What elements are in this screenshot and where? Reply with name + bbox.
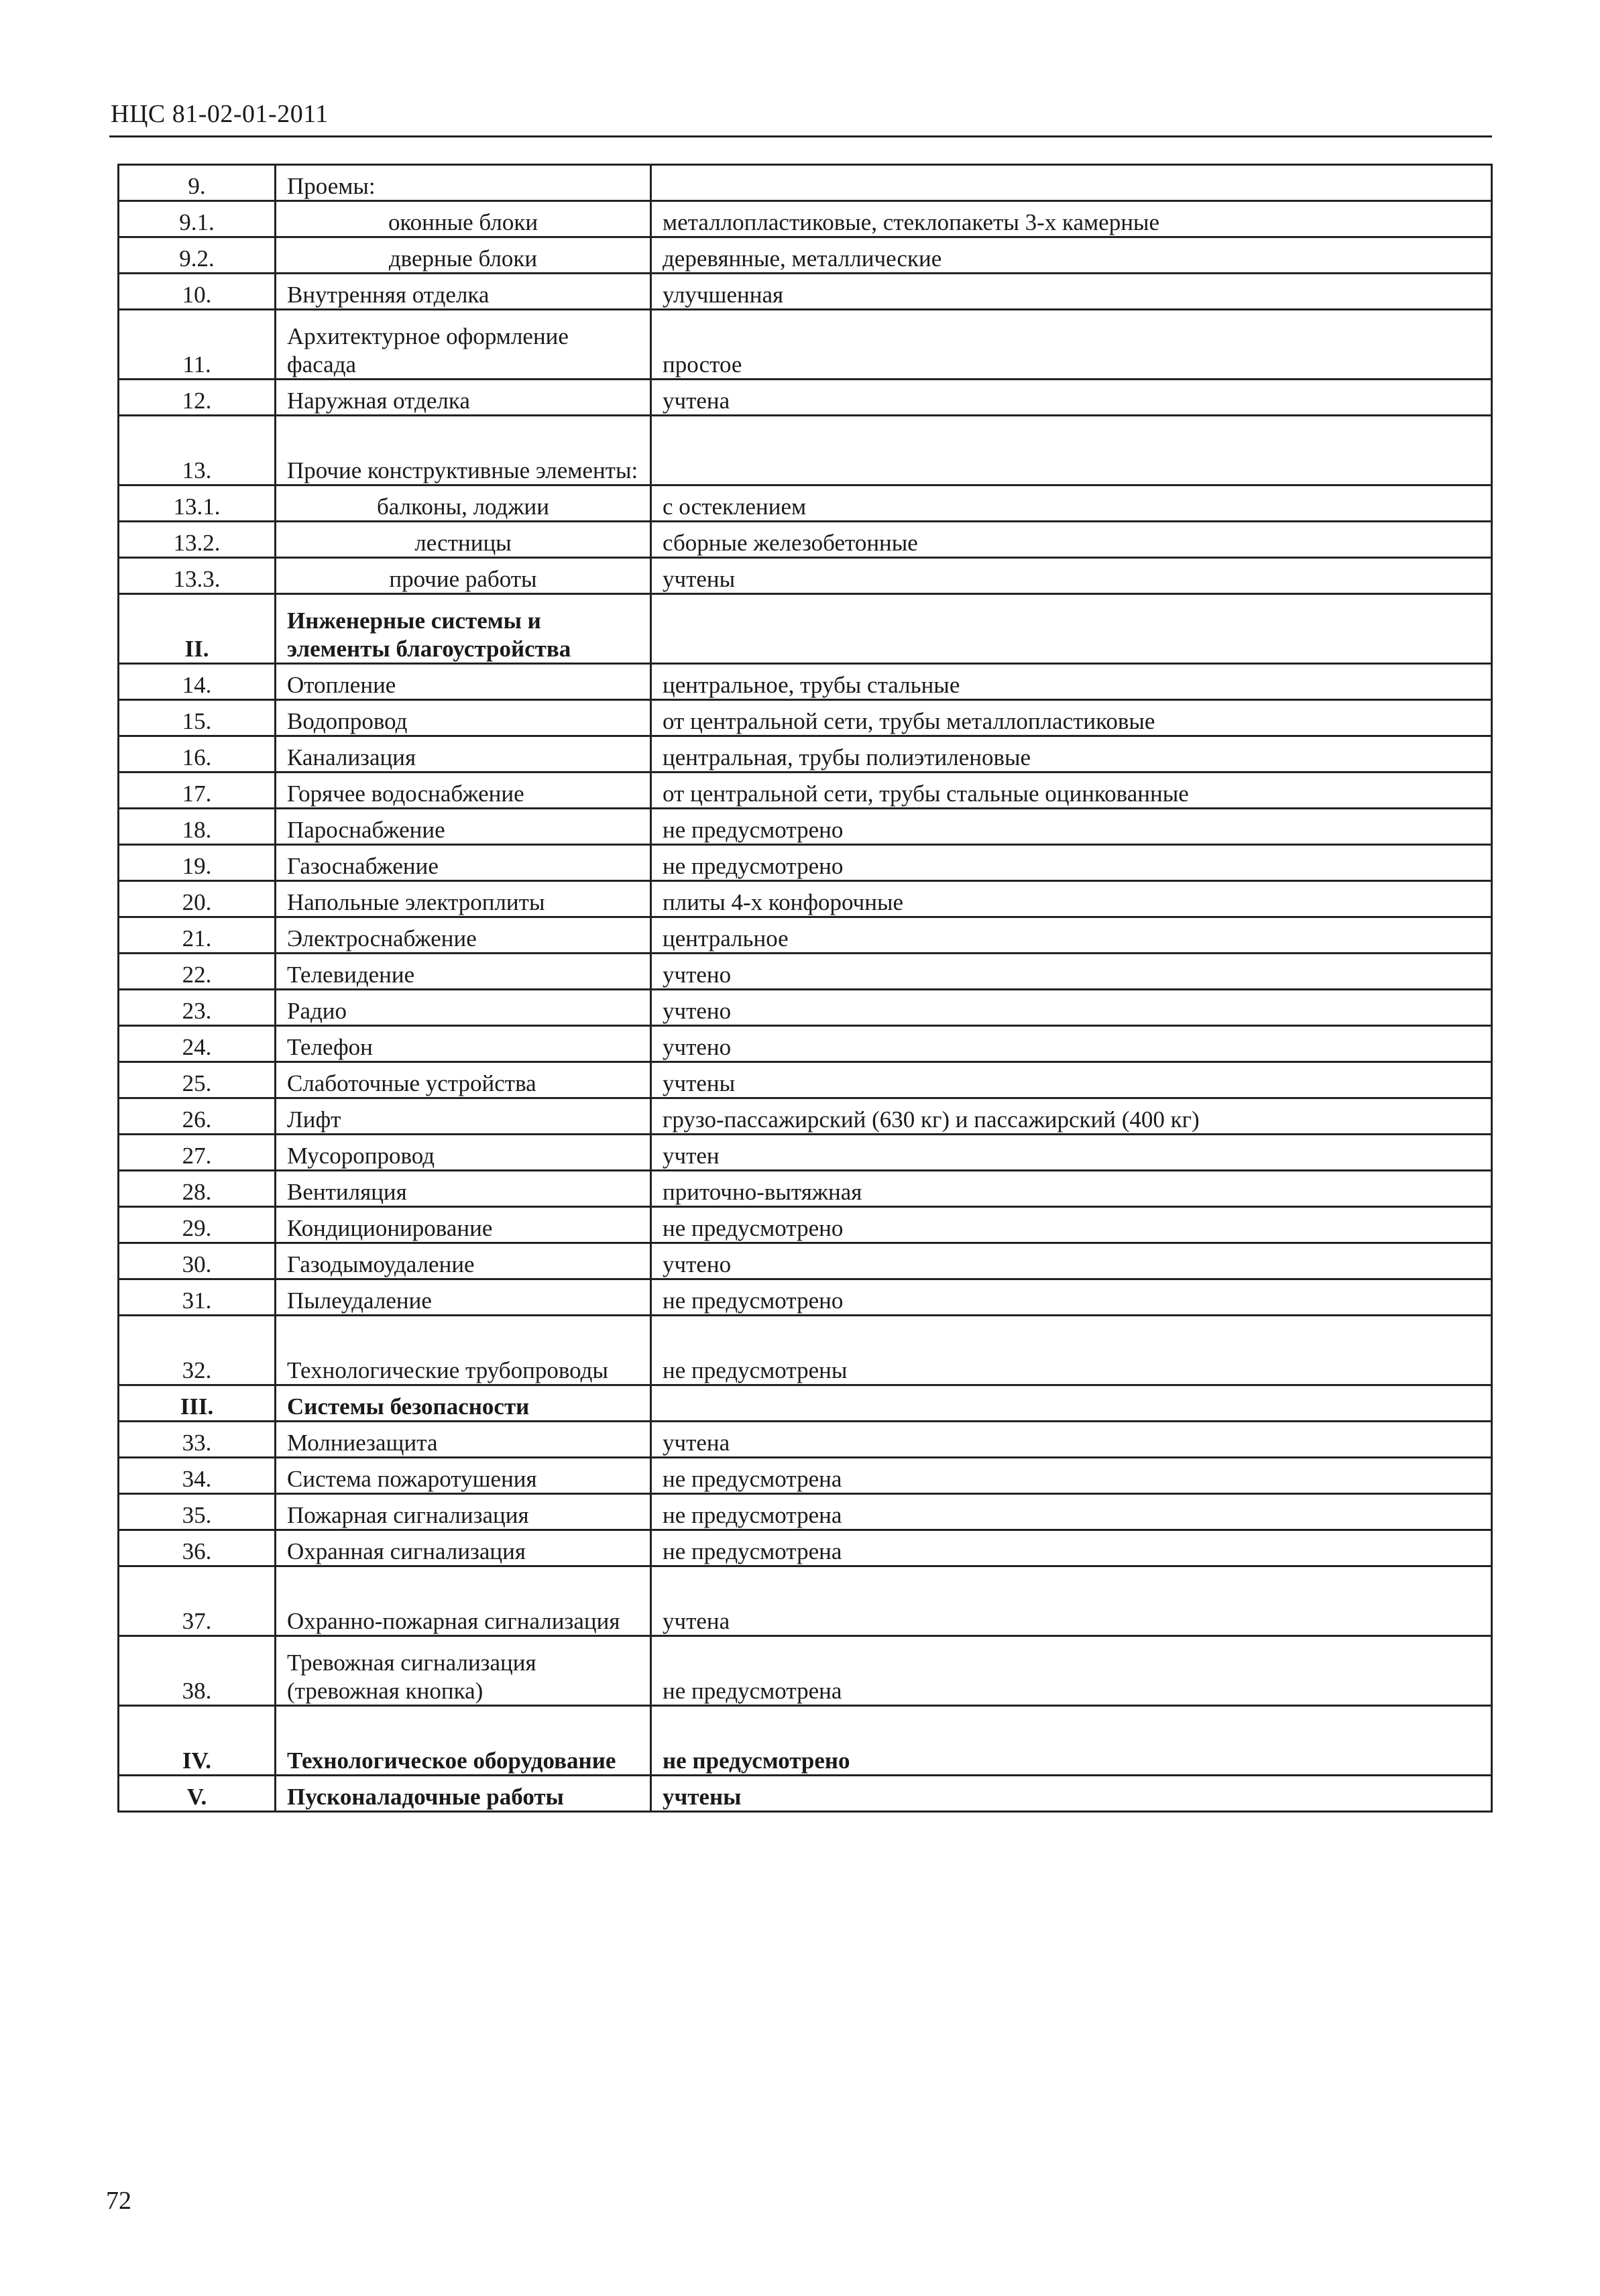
element-name-cell: Телевидение (276, 954, 651, 990)
row-number-cell: II. (119, 594, 276, 664)
row-number-cell: 22. (119, 954, 276, 990)
table-row (119, 416, 1492, 485)
element-name-cell: балконы, лоджии (276, 485, 651, 522)
table-row (119, 237, 1492, 274)
element-name-cell: Канализация (276, 736, 651, 772)
table-row (119, 274, 1492, 310)
row-number-cell: 13. (119, 416, 276, 485)
element-value-cell: учтено (651, 1026, 1492, 1062)
element-value-cell (651, 1385, 1492, 1422)
element-value-cell: учтено (651, 954, 1492, 990)
element-name-cell: Радио (276, 990, 651, 1026)
element-name-cell: Слаботочные устройства (276, 1062, 651, 1098)
element-name-cell: прочие работы (276, 558, 651, 594)
header-divider (109, 135, 1492, 137)
table-row (119, 1135, 1492, 1171)
element-value-cell: учтены (651, 1062, 1492, 1098)
row-number-cell: 19. (119, 845, 276, 881)
element-value-cell: учтено (651, 1243, 1492, 1279)
element-name-cell: Системы безопасности (276, 1385, 651, 1422)
table-row (119, 594, 1492, 664)
table-row (119, 380, 1492, 416)
element-name-cell: Инженерные системы и элементы благоустройства (276, 594, 651, 664)
element-name-cell: Вентиляция (276, 1171, 651, 1207)
row-number-cell: 36. (119, 1530, 276, 1566)
element-value-cell: учтено (651, 990, 1492, 1026)
element-value-cell: учтена (651, 1566, 1492, 1636)
element-name-cell: Система пожаротушения (276, 1458, 651, 1494)
element-value-cell: не предусмотрена (651, 1530, 1492, 1566)
row-number-cell: 11. (119, 310, 276, 380)
table-row (119, 1171, 1492, 1207)
row-number-cell: 25. (119, 1062, 276, 1098)
specification-table (117, 164, 1493, 1813)
row-number-cell: 14. (119, 664, 276, 700)
table-row (119, 558, 1492, 594)
element-name-cell: Мусоропровод (276, 1135, 651, 1171)
row-number-cell: 38. (119, 1636, 276, 1706)
table-row (119, 1207, 1492, 1243)
row-number-cell: 10. (119, 274, 276, 310)
table-row (119, 310, 1492, 380)
table-row (119, 1636, 1492, 1706)
row-number-cell: 9.1. (119, 201, 276, 237)
row-number-cell: 21. (119, 917, 276, 954)
row-number-cell: 13.1. (119, 485, 276, 522)
row-number-cell: 32. (119, 1316, 276, 1385)
row-number-cell: 20. (119, 881, 276, 917)
table-row (119, 664, 1492, 700)
element-value-cell: улучшенная (651, 274, 1492, 310)
element-value-cell: учтена (651, 1422, 1492, 1458)
element-name-cell: Технологические трубопроводы (276, 1316, 651, 1385)
element-value-cell: учтены (651, 1776, 1492, 1812)
table-row (119, 1776, 1492, 1812)
table-row (119, 1385, 1492, 1422)
element-name-cell: Охранная сигнализация (276, 1530, 651, 1566)
element-name-cell: Прочие конструктивные элементы: (276, 416, 651, 485)
row-number-cell: 16. (119, 736, 276, 772)
row-number-cell: 9.2. (119, 237, 276, 274)
element-value-cell: приточно-вытяжная (651, 1171, 1492, 1207)
row-number-cell: 23. (119, 990, 276, 1026)
element-value-cell: учтен (651, 1135, 1492, 1171)
element-name-cell: Архитектурное оформление фасада (276, 310, 651, 380)
element-value-cell: не предусмотрено (651, 1279, 1492, 1316)
document-code: НЦС 81-02-01-2011 (111, 100, 329, 128)
element-value-cell: от центральной сети, трубы металлопластиковые (651, 700, 1492, 736)
table-row (119, 201, 1492, 237)
element-value-cell: не предусмотрено (651, 809, 1492, 845)
element-value-cell: не предусмотрены (651, 1316, 1492, 1385)
table-row (119, 1062, 1492, 1098)
element-name-cell: Тревожная сигнализация (тревожная кнопка) (276, 1636, 651, 1706)
element-name-cell: Кондиционирование (276, 1207, 651, 1243)
table-row (119, 1422, 1492, 1458)
element-value-cell: сборные железобетонные (651, 522, 1492, 558)
row-number-cell: 24. (119, 1026, 276, 1062)
element-name-cell: Проемы: (276, 165, 651, 201)
row-number-cell: III. (119, 1385, 276, 1422)
element-name-cell: Лифт (276, 1098, 651, 1135)
row-number-cell: 34. (119, 1458, 276, 1494)
table-row (119, 522, 1492, 558)
row-number-cell: 33. (119, 1422, 276, 1458)
element-value-cell: не предусмотрена (651, 1458, 1492, 1494)
table-row (119, 954, 1492, 990)
element-value-cell (651, 594, 1492, 664)
element-value-cell: не предусмотрено (651, 1706, 1492, 1776)
table-row (119, 1279, 1492, 1316)
element-value-cell: металлопластиковые, стеклопакеты 3-х камерные (651, 201, 1492, 237)
element-value-cell: центральное, трубы стальные (651, 664, 1492, 700)
page-number: 72 (106, 2187, 131, 2215)
element-name-cell: Электроснабжение (276, 917, 651, 954)
element-value-cell: не предусмотрено (651, 1207, 1492, 1243)
row-number-cell: 12. (119, 380, 276, 416)
table-row (119, 845, 1492, 881)
table-row (119, 1706, 1492, 1776)
element-value-cell: не предусмотрена (651, 1636, 1492, 1706)
element-name-cell: Водопровод (276, 700, 651, 736)
row-number-cell: 26. (119, 1098, 276, 1135)
table-row (119, 700, 1492, 736)
table-row (119, 485, 1492, 522)
element-value-cell: не предусмотрено (651, 845, 1492, 881)
element-name-cell: Охранно-пожарная сигнализация (276, 1566, 651, 1636)
element-name-cell: Пароснабжение (276, 809, 651, 845)
table-row (119, 1530, 1492, 1566)
element-value-cell: учтена (651, 380, 1492, 416)
row-number-cell: 17. (119, 772, 276, 809)
row-number-cell: 27. (119, 1135, 276, 1171)
element-name-cell: Технологическое оборудование (276, 1706, 651, 1776)
table-row (119, 1243, 1492, 1279)
table-row (119, 809, 1492, 845)
element-value-cell (651, 165, 1492, 201)
element-value-cell: с остеклением (651, 485, 1492, 522)
row-number-cell: 30. (119, 1243, 276, 1279)
element-value-cell: от центральной сети, трубы стальные оцинкованные (651, 772, 1492, 809)
table-row (119, 1316, 1492, 1385)
row-number-cell: V. (119, 1776, 276, 1812)
table-row (119, 1458, 1492, 1494)
row-number-cell: 18. (119, 809, 276, 845)
element-value-cell: не предусмотрена (651, 1494, 1492, 1530)
element-name-cell: Пожарная сигнализация (276, 1494, 651, 1530)
element-name-cell: Телефон (276, 1026, 651, 1062)
table-row (119, 881, 1492, 917)
table-row (119, 917, 1492, 954)
element-value-cell: учтены (651, 558, 1492, 594)
row-number-cell: 35. (119, 1494, 276, 1530)
element-name-cell: Газоснабжение (276, 845, 651, 881)
row-number-cell: 28. (119, 1171, 276, 1207)
element-name-cell: Отопление (276, 664, 651, 700)
element-name-cell: Напольные электроплиты (276, 881, 651, 917)
element-value-cell: деревянные, металлические (651, 237, 1492, 274)
element-value-cell: плиты 4-х конфорочные (651, 881, 1492, 917)
element-value-cell (651, 416, 1492, 485)
element-name-cell: оконные блоки (276, 201, 651, 237)
element-name-cell: дверные блоки (276, 237, 651, 274)
table-row (119, 1494, 1492, 1530)
table-row (119, 1026, 1492, 1062)
row-number-cell: 9. (119, 165, 276, 201)
row-number-cell: 29. (119, 1207, 276, 1243)
element-name-cell: лестницы (276, 522, 651, 558)
element-value-cell: центральное (651, 917, 1492, 954)
table-row (119, 990, 1492, 1026)
element-name-cell: Пылеудаление (276, 1279, 651, 1316)
row-number-cell: 31. (119, 1279, 276, 1316)
table-row (119, 736, 1492, 772)
element-value-cell: простое (651, 310, 1492, 380)
table-row (119, 1098, 1492, 1135)
element-name-cell: Горячее водоснабжение (276, 772, 651, 809)
row-number-cell: IV. (119, 1706, 276, 1776)
table-row (119, 772, 1492, 809)
table-row (119, 1566, 1492, 1636)
row-number-cell: 37. (119, 1566, 276, 1636)
row-number-cell: 13.2. (119, 522, 276, 558)
row-number-cell: 15. (119, 700, 276, 736)
row-number-cell: 13.3. (119, 558, 276, 594)
element-name-cell: Внутренняя отделка (276, 274, 651, 310)
element-name-cell: Наружная отделка (276, 380, 651, 416)
element-value-cell: грузо-пассажирский (630 кг) и пассажирский (400 кг) (651, 1098, 1492, 1135)
table-row (119, 165, 1492, 201)
element-name-cell: Молниезащита (276, 1422, 651, 1458)
element-value-cell: центральная, трубы полиэтиленовые (651, 736, 1492, 772)
table-body (119, 165, 1492, 1812)
element-name-cell: Пусконаладочные работы (276, 1776, 651, 1812)
element-name-cell: Газодымоудаление (276, 1243, 651, 1279)
